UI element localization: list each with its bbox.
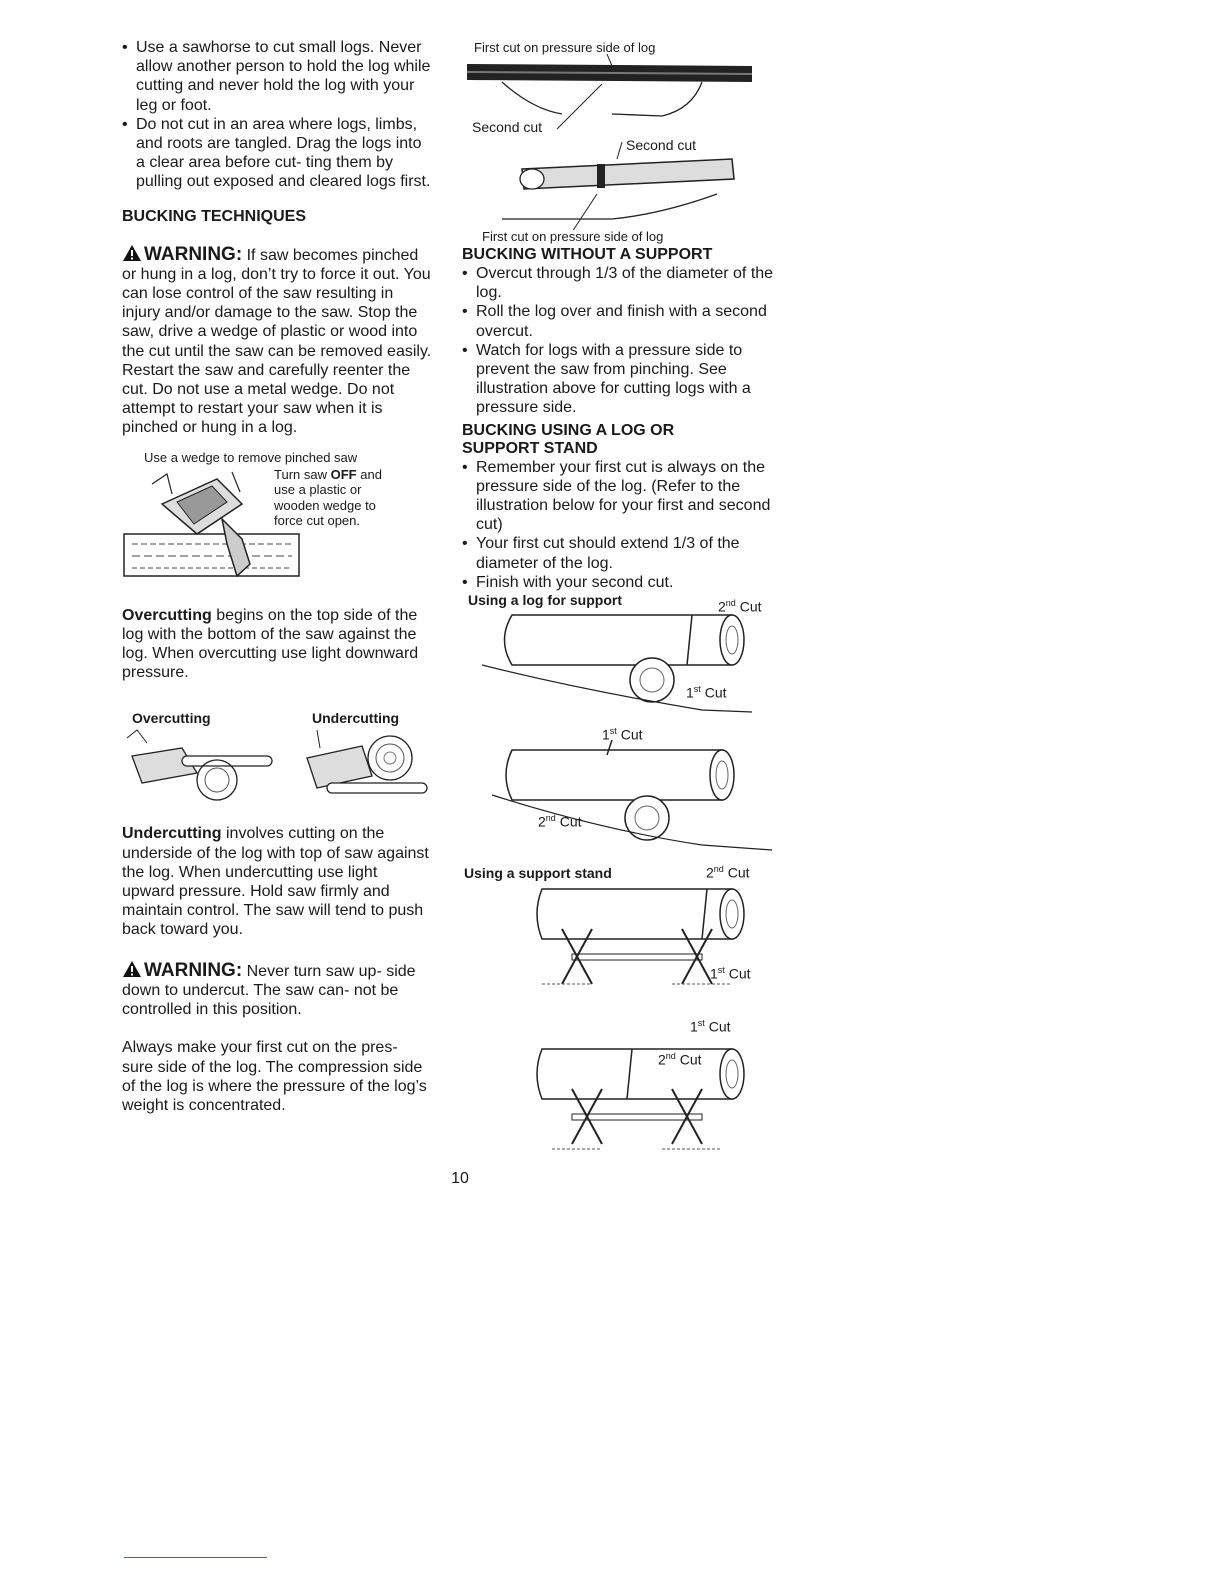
pressure-side-illustration — [462, 54, 762, 230]
second-cut-label: 2nd Cut — [538, 813, 582, 830]
right-column — [462, 38, 782, 1166]
safety-bullets — [122, 38, 432, 192]
list-item: • Remember your first cut is always on the pressure side of the log. (Refer to the illustration below for your first and second cut) — [462, 458, 782, 535]
log-support-heading: BUCKING USING A LOG OR SUPPORT STAND — [462, 421, 675, 457]
wedge-illustration — [122, 464, 312, 589]
over-under-figure — [122, 710, 432, 810]
warning-icon — [122, 244, 142, 262]
list-item: • Roll the log over and finish with a second overcut. — [462, 302, 782, 340]
wedge-note: Turn saw OFF and use a plastic or wooden wedge to force cut open. — [274, 466, 382, 529]
overcutting-label: Overcutting — [132, 710, 211, 727]
first-cut-label: 1st Cut — [686, 684, 727, 701]
using-log-label: Using a log for support — [468, 592, 622, 609]
first-cut-label: 1st Cut — [602, 726, 643, 743]
warning-text: If saw becomes pinched or hung in a log, don’t try to force it out. You can lose control of the saw resulting in injury and/or damage to the saw. Stop the saw, drive a wedge of plastic or wood into the cut until the saw can be removed easily. Restart the saw and carefully reenter the cut. Do not use a metal wedge. Do not attempt to restart your saw when it is pinched or hung in a log. — [122, 246, 432, 437]
warning-block-2 — [122, 960, 432, 1020]
second-cut-label: 2nd Cut — [658, 1051, 702, 1068]
overcutting-paragraph: Overcutting begins on the top side of the log with the bottom of the saw against the log. When overcutting use light downward pressure. — [122, 606, 419, 682]
fig-bottom-caption: First cut on pressure side of log — [482, 229, 664, 244]
first-cut-label: 1st Cut — [710, 965, 751, 982]
using-stand-label: Using a support stand — [464, 865, 612, 882]
page-number: 10 — [451, 1170, 469, 1187]
list-item: • Use a sawhorse to cut small logs. Never allow another person to hold the log while cutting and never hold the log with your leg or foot. — [122, 38, 432, 115]
support-stand-illustration — [532, 879, 772, 1166]
list-item: • Overcut through 1/3 of the diameter of the log. — [462, 264, 782, 302]
second-cut-label: 2nd Cut — [718, 598, 762, 615]
list-item: • Your first cut should extend 1/3 of the diameter of the log. — [462, 534, 782, 572]
pressure-side-figure — [462, 38, 782, 246]
second-cut-label-a: Second cut — [472, 119, 543, 135]
footer-rule — [124, 1557, 267, 1558]
warning-label: WARNING: — [144, 243, 243, 265]
no-support-bullets — [462, 264, 782, 418]
log-support-figure — [462, 592, 782, 857]
second-cut-label: 2nd Cut — [706, 864, 750, 881]
log-support-bullets — [462, 458, 782, 592]
first-cut-label: 1st Cut — [690, 1018, 731, 1035]
no-support-heading: BUCKING WITHOUT A SUPPORT — [462, 246, 713, 263]
support-stand-figure — [462, 861, 782, 1166]
over-under-illustration — [122, 728, 432, 810]
warning-icon — [122, 960, 142, 978]
second-cut-label-b: Second cut — [626, 137, 697, 153]
list-item: • Finish with your second cut. — [462, 573, 782, 592]
closing-paragraph: Always make your first cut on the pres- sure side of the log. The compression side of the log is where the pressure of the log’s weight is concentrated. — [122, 1039, 427, 1114]
bucking-techniques-heading: BUCKING TECHNIQUES — [122, 207, 307, 225]
left-column — [122, 38, 432, 1115]
wedge-caption: Use a wedge to remove pinched saw — [144, 449, 358, 465]
wedge-figure — [122, 450, 432, 590]
warning-block-1 — [122, 244, 432, 438]
log-support-illustration — [482, 610, 772, 857]
warning-label: WARNING: — [144, 959, 243, 981]
undercutting-label: Undercutting — [312, 710, 400, 727]
list-item: • Watch for logs with a pressure side to prevent the saw from pinching. See illustration above for cutting logs with a pressure side. — [462, 341, 782, 418]
list-item: • Do not cut in an area where logs, limbs, and roots are tangled. Drag the logs into a clear area before cut- ting them by pulling out exposed and cleared logs first. — [122, 115, 432, 192]
warning-text: Never turn saw up- side down to undercut. The saw can- not be controlled in this position. — [122, 962, 416, 1019]
fig-top-caption: First cut on pressure side of log — [474, 40, 656, 55]
undercutting-paragraph: Undercutting involves cutting on the underside of the log with top of saw against the log. When undercutting use light upward pressure. Hold saw firmly and maintain control. The saw will tend to push back toward you. — [122, 825, 429, 939]
